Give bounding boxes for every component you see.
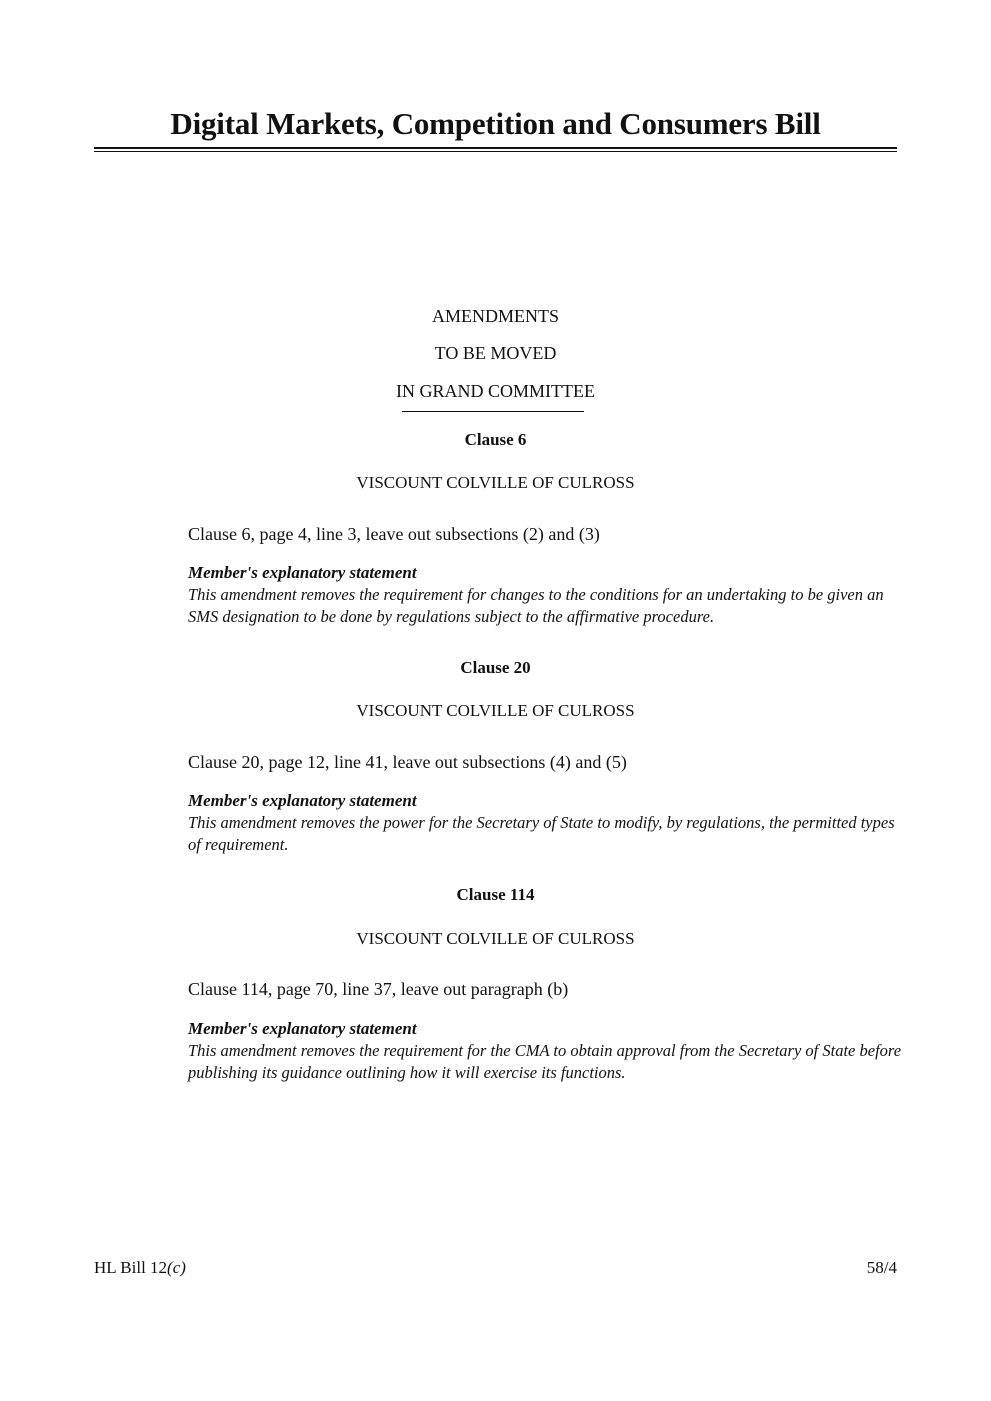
member-name: VISCOUNT COLVILLE OF CULROSS (356, 473, 635, 492)
title-rule-thin (94, 151, 897, 152)
title-rule-thick (94, 147, 897, 149)
member-name: VISCOUNT COLVILLE OF CULROSS (356, 701, 635, 720)
explanatory-statement: This amendment removes the requirement for the CMA to obtain approval from the Secretary of State before publishing its guidance outlining how it will exercise its functions. (188, 1041, 902, 1082)
amendment-text: Clause 20, page 12, line 41, leave out subsections (4) and (5) (188, 752, 627, 772)
explanatory-statement: This amendment removes the requirement for changes to the conditions for an undertaking to be given an SMS designation to be done by regulations subject to the affirmative procedure. (188, 585, 884, 626)
bill-number (94, 1257, 186, 1279)
bill-number-prefix: HL Bill 12 (94, 1258, 168, 1277)
amendment-text: Clause 114, page 70, line 37, leave out paragraph (b) (188, 979, 569, 999)
amendment-text: Clause 6, page 4, line 3, leave out subsections (2) and (3) (188, 524, 600, 544)
heading-grand-committee: IN GRAND COMMITTEE (396, 381, 595, 401)
clause-heading: Clause 114 (456, 885, 535, 904)
clause-heading: Clause 6 (464, 430, 527, 449)
statement-heading: Member's explanatory statement (188, 563, 417, 582)
bill-number-suffix: (c) (167, 1258, 186, 1277)
explanatory-statement: This amendment removes the power for the Secretary of State to modify, by regulations, the permitted types of requirement. (188, 813, 895, 854)
bill-reference: 58/4 (866, 1258, 897, 1277)
statement-heading: Member's explanatory statement (188, 1019, 417, 1038)
heading-to-be-moved: TO BE MOVED (434, 343, 557, 363)
statement-heading: Member's explanatory statement (188, 791, 417, 810)
document-title: Digital Markets, Competition and Consumers Bill (170, 106, 821, 141)
heading-rule (402, 411, 584, 412)
member-name: VISCOUNT COLVILLE OF CULROSS (356, 929, 635, 948)
heading-amendments: AMENDMENTS (431, 306, 559, 326)
clause-heading: Clause 20 (460, 658, 531, 677)
